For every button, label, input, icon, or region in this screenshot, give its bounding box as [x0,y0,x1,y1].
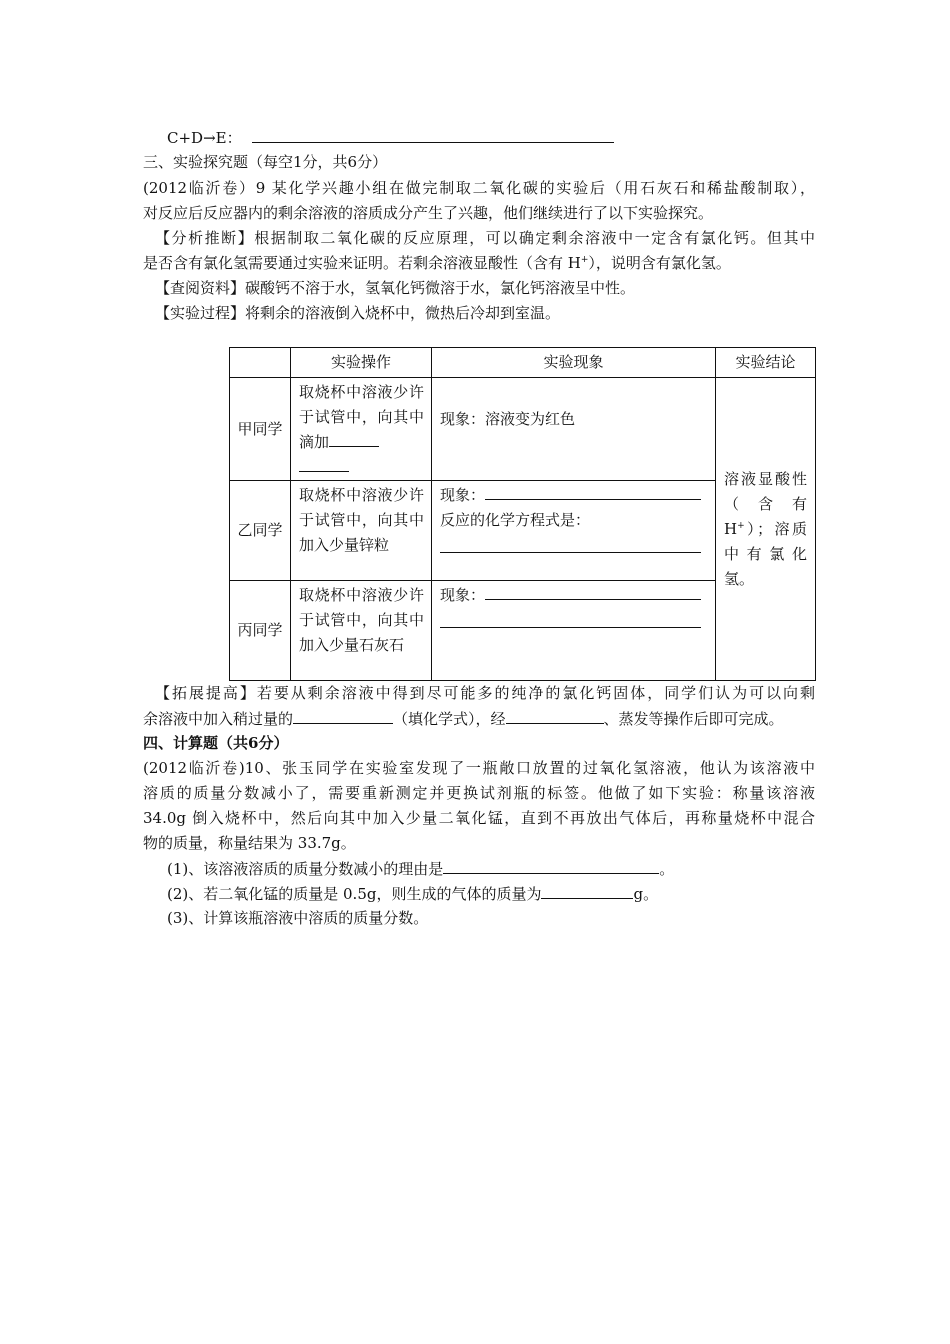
question-2-blank[interactable] [541,883,633,899]
phenomenon-cell [432,378,716,481]
formula-line-cde [167,127,839,148]
operation-cell [291,481,432,581]
reagent-blank-1[interactable] [329,431,379,447]
extend-text-a: 余溶液中加入稍过量的 [143,710,294,728]
question-3: (3)、计算该瓶溶液中溶质的质量分数。 [167,909,429,927]
phenomenon-label: 现象： [440,586,486,604]
question-1-blank[interactable] [443,858,659,874]
hydrogen-ion-sup: + [580,255,589,265]
operation-cell [291,378,432,481]
header-cell-phenomenon: 实验现象 [432,348,716,378]
header-cell-operation: 实验操作 [291,348,432,378]
phenomenon-text: 现象：溶液变为红色 [440,410,576,428]
reagent-blank-2[interactable] [299,456,349,472]
phenomenon-cell [432,581,716,681]
student-cell [230,581,291,681]
extend-text-c: 、蒸发等操作后即可完成。 [603,710,784,728]
analysis-line-2 [143,253,815,273]
operation-text: 取烧杯中溶液少许于试管中，向其中加入少量锌粒 [299,486,424,554]
operation-text: 取烧杯中溶液少许于试管中，向其中加入少量石灰石 [299,586,424,654]
extend-line-1: 【拓展提高】若要从剩余溶液中得到尽可能多的纯净的氯化钙固体，同学们认为可以向剩 [155,684,815,702]
process-line: 【实验过程】将剩余的溶液倒入烧杯中，微热后冷却到室温。 [155,304,561,322]
analysis-text-a: 是否含有氯化氢需要通过实验来证明。若剩余溶液显酸性（含有 H [143,254,581,272]
operation-input-blank[interactable] [506,708,604,724]
calc-line-1: (2012临沂卷)10、张玉同学在实验室发现了一瓶敞口放置的过氧化氢溶液，他认为该溶液中 [143,759,815,777]
operation-cell [291,581,432,681]
student-name: 乙同学 [237,521,283,539]
phenomenon-blank[interactable] [485,484,701,500]
phenomenon-blank[interactable] [485,584,701,600]
formula-blank[interactable] [252,127,614,143]
table-row-jia [230,378,816,481]
table-header-row [230,348,816,378]
extend-text-b: （填化学式），经 [393,710,506,728]
question-1-text: (1)、该溶液溶质的质量分数减小的理由是 [167,860,444,878]
lookup-line: 【查阅资料】碳酸钙不溶于水，氢氧化钙微溶于水，氯化钙溶液呈中性。 [155,279,636,297]
intro-line-1: (2012临沂卷）9 某化学兴趣小组在做完制取二氧化碳的实验后（用石灰石和稀盐酸制取）， [143,179,815,197]
extend-line-2 [143,708,815,729]
calc-line-3: 34.0g 倒入烧杯中，然后向其中加入少量二氧化锰，直到不再放出气体后，再称量烧杯中混合 [143,809,815,827]
analysis-line-1: 【分析推断】根据制取二氧化碳的反应原理，可以确定剩余溶液中一定含有氯化钙。但其中 [155,229,815,247]
equation-label: 反应的化学方程式是： [440,511,591,529]
phenomenon-blank-2[interactable] [440,612,701,628]
phenomenon-cell [432,481,716,581]
phenomenon-line-2 [440,608,701,633]
conclusion-text-a: 溶液显酸性（含有H [724,469,807,538]
header-cell-empty [230,348,291,378]
student-cell [230,481,291,581]
formula-label: C+D→E： [167,129,242,147]
header-cell-conclusion: 实验结论 [716,348,816,378]
intro-line-2: 对反应后反应器内的剩余溶液的溶质成分产生了兴趣，他们继续进行了以下实验探究。 [143,204,714,222]
phenomenon-label: 现象： [440,486,486,504]
equation-line [440,533,701,558]
phenomenon-line [440,583,701,608]
analysis-text-b: ），说明含有氯化氢。 [588,254,731,272]
question-1-end: 。 [659,860,675,878]
section-4-title: 四、计算题（共6分） [143,734,289,752]
experiment-table [229,347,816,681]
calc-line-4: 物的质量，称量结果为 33.7g。 [143,834,356,852]
question-1 [167,858,839,879]
student-cell [230,378,291,481]
question-2-end: g。 [633,885,659,903]
conclusion-text-b: ）；溶质中有氯化氢。 [724,519,807,588]
student-name: 丙同学 [237,621,283,639]
phenomenon-line [440,483,701,508]
question-2-text: (2)、若二氧化锰的质量是 0.5g，则生成的气体的质量为 [167,885,542,903]
section-3-title: 三、实验探究题（每空1分，共6分） [143,153,388,171]
formula-input-blank[interactable] [293,708,393,724]
conclusion-cell [716,378,816,681]
question-2 [167,883,839,904]
equation-blank[interactable] [440,537,701,553]
conclusion-sup: + [737,520,745,531]
student-name: 甲同学 [237,419,283,438]
calc-line-2: 溶质的质量分数减小了，需要重新测定并更换试剂瓶的标签。他做了如下实验：称量该溶液 [143,784,815,802]
operation-text: 取烧杯中溶液少许于试管中，向其中滴加 [299,383,424,451]
